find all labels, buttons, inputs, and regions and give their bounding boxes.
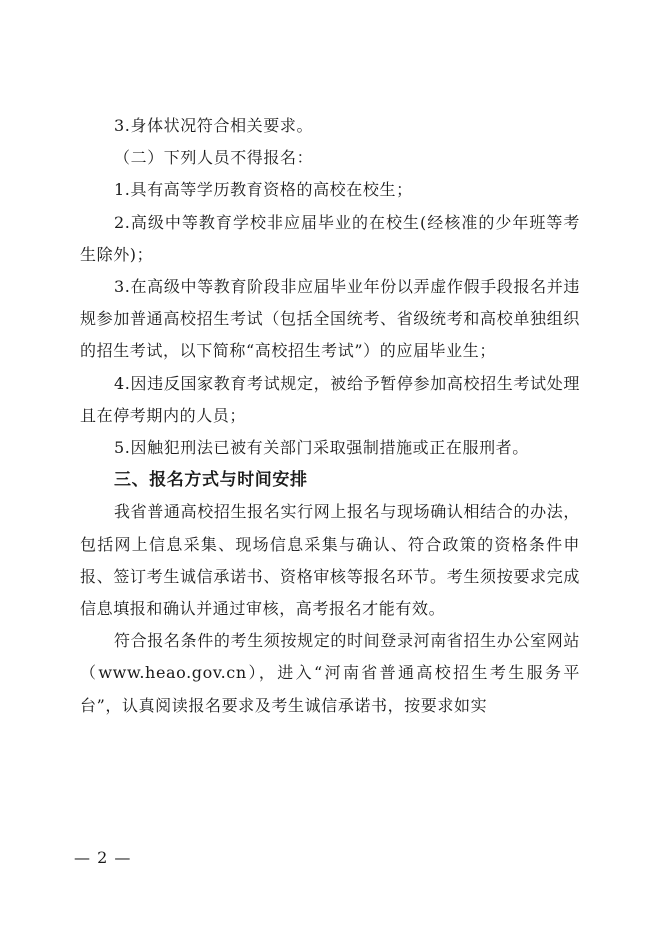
paragraph-ineligible-intro: （二）下列人员不得报名： bbox=[114, 148, 314, 168]
paragraph-ineligible-3: 3.在高级中等教育阶段非应届毕业年份以弄虚作假手段报名并违规参加普通高校招生考试（包括全国统考、省级统考和高校单独组织的招生考试，以下简称“高校招生考试”）的应届毕业生； bbox=[80, 277, 580, 361]
paragraph-ineligible-4: 4.因违反国家教育考试规定，被给予暂停参加高校招生考试处理且在停考期内的人员； bbox=[80, 373, 580, 425]
paragraph-ineligible-2: 2.高级中等教育学校非应届毕业的在校生(经核准的少年班等考生除外)； bbox=[80, 212, 580, 264]
paragraph-registration-method: 我省普通高校招生报名实行网上报名与现场确认相结合的办法，包括网上信息采集、现场信息采集与确认、符合政策的资格条件申报、签订考生诚信承诺书、资格审核等报名环节。考生须按要求完成信息填报和确认并通过审核，高考报名才能有效。 bbox=[80, 502, 580, 619]
section-heading-registration: 三、报名方式与时间安排 bbox=[114, 470, 308, 491]
document-body bbox=[80, 110, 580, 722]
paragraph-physical-condition: 3.身体状况符合相关要求。 bbox=[114, 116, 314, 135]
paragraph-ineligible-1: 1.具有高等学历教育资格的高校在校生； bbox=[114, 180, 413, 200]
paragraph-registration-website: 符合报名条件的考生须按规定的时间登录河南省招生办公室网站（www.heao.gov.cn），进入“河南省普通高校招生考生服务平台”，认真阅读报名要求及考生诚信承诺书，按要求如实 bbox=[80, 631, 580, 715]
paragraph-ineligible-5: 5.因触犯刑法已被有关部门采取强制措施或正在服刑者。 bbox=[114, 438, 529, 458]
page-number: — 2 — bbox=[74, 848, 132, 867]
